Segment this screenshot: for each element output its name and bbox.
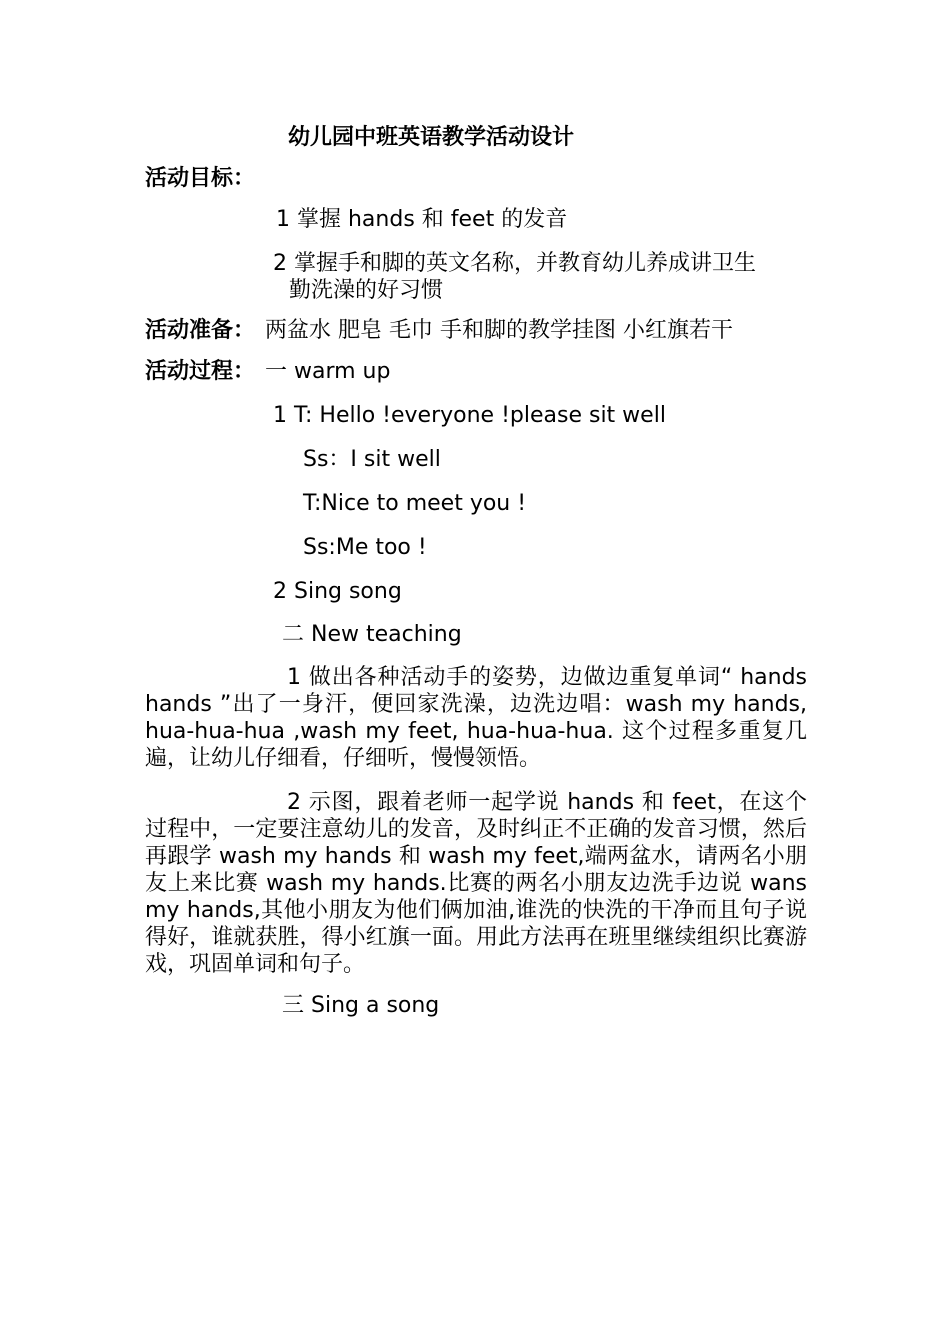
process-label: 活动过程：: [145, 359, 256, 384]
goal-item-1: 1 掌握 hands 和 feet 的发音: [276, 207, 568, 232]
teaching-paragraph-2: [145, 789, 807, 978]
section-new-teaching: 二 New teaching: [282, 622, 462, 647]
dialog-line-3: T:Nice to meet you !: [303, 491, 527, 516]
teaching-paragraph-1: [145, 664, 807, 772]
preparation-text: 两盆水 肥皂 毛巾 手和脚的教学挂图 小红旗若干: [265, 318, 733, 343]
goal-item-2-line-1: 2 掌握手和脚的英文名称，并教育幼儿养成讲卫生: [273, 251, 756, 276]
dialog-line-1: 1 T: Hello !everyone !please sit well: [273, 403, 666, 428]
teaching-paragraph-2-text: 2 示图，跟着老师一起学说 hands 和 feet，在这个过程中，一定要注意幼儿的发音，及时纠正不正确的发音习惯，然后再跟学 wash my hands 和 wash my feet,端两盆水，请两名小朋友上来比赛 wash my hands.比赛的两名小朋友边洗手边说 wans my hands,其他小朋友为他们俩加油,谁洗的快洗的干净而且句子说得好，谁就获胜，得小红旗一面。用此方法再在班里继续组织比赛游戏，巩固单词和句子。: [145, 790, 807, 977]
teaching-paragraph-1-text: 1 做出各种活动手的姿势，边做边重复单词“ hands hands ”出了一身汗，便回家洗澡，边洗边唱：wash my hands, hua-hua-hua ,wash my feet, hua-hua-hua. 这个过程多重复几遍，让幼儿仔细看，仔细听，慢慢领悟。: [145, 665, 807, 771]
goal-item-2-line-2: 勤洗澡的好习惯: [289, 278, 444, 303]
page-title: 幼儿园中班英语教学活动设计: [288, 125, 575, 150]
preparation-label: 活动准备：: [145, 318, 256, 343]
sing-song-step: 2 Sing song: [273, 579, 402, 604]
dialog-line-4: Ss:Me too !: [303, 535, 427, 560]
section-warm-up: 一 warm up: [265, 359, 391, 384]
section-sing-a-song: 三 Sing a song: [282, 993, 440, 1018]
goals-label: 活动目标：: [145, 166, 256, 191]
dialog-line-2: Ss：I sit well: [303, 447, 441, 472]
